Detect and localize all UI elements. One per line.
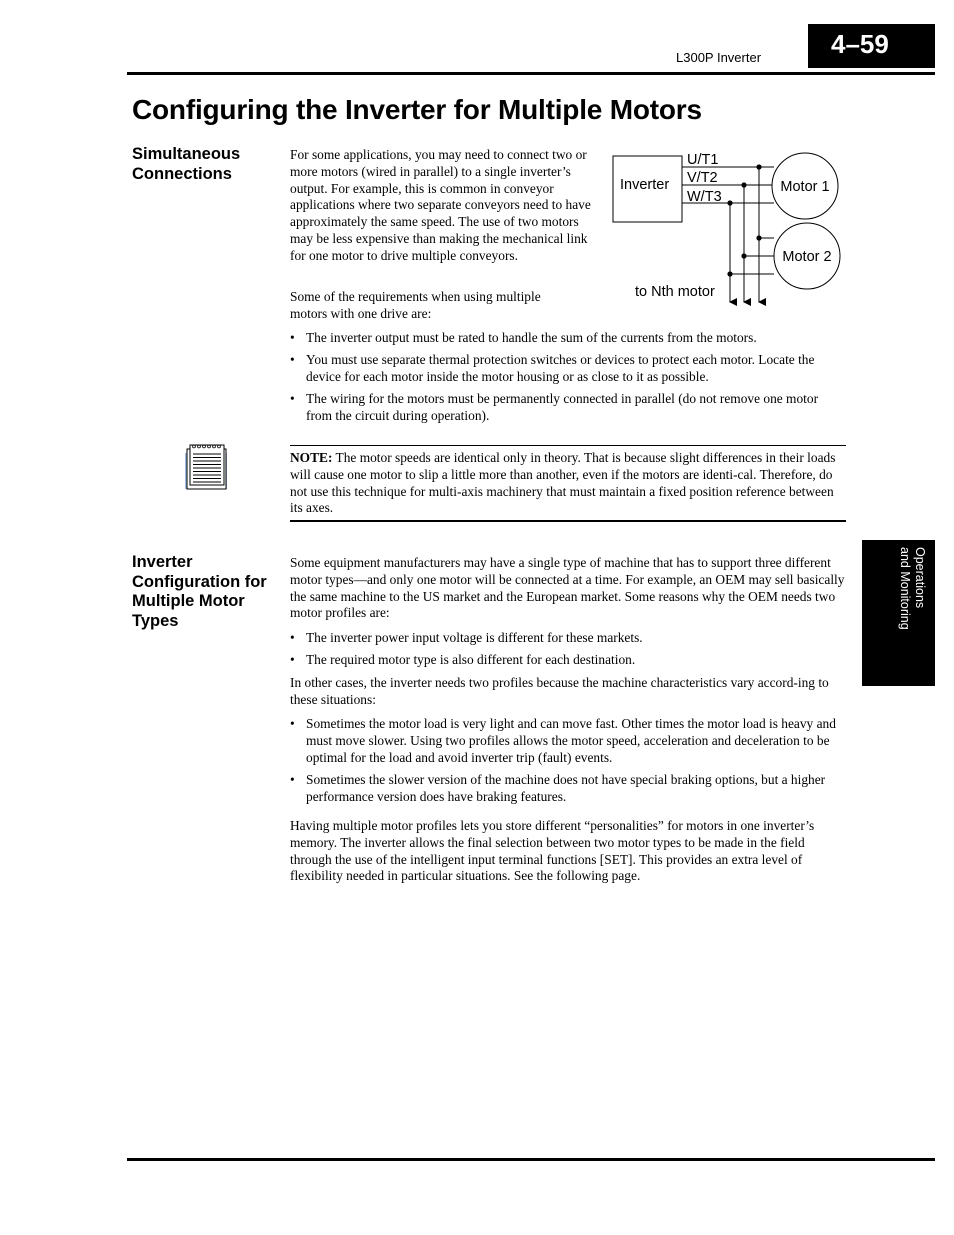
side-tab-label xyxy=(871,547,927,679)
junction-dot xyxy=(756,164,761,169)
other-cases-paragraph: In other cases, the inverter needs two profiles because the machine characteristics vary accord-ing to these situations: xyxy=(290,675,829,707)
note-label: NOTE: xyxy=(290,450,333,465)
page-number-tab: 4–59 xyxy=(808,24,935,68)
footer-rule xyxy=(127,1158,935,1161)
junction-dot xyxy=(727,271,732,276)
heading-line: Types xyxy=(132,611,179,630)
note-box xyxy=(290,445,846,522)
header-product-name: L300P Inverter xyxy=(676,50,762,65)
inverter-label: Inverter xyxy=(620,177,670,193)
motor-2-label: Motor 2 xyxy=(782,249,832,265)
heading-line: Multiple Motor xyxy=(132,592,245,610)
list-item: • The required motor type is also different for each destination. xyxy=(290,652,846,669)
situations-list xyxy=(290,716,846,806)
note-text xyxy=(290,450,846,517)
section-heading-multiple-motor-types xyxy=(132,553,267,631)
section-heading-simultaneous-connections xyxy=(132,145,240,184)
side-tab-line1: Operations xyxy=(913,547,927,609)
junction-dot xyxy=(756,235,761,240)
list-item: • The inverter output must be rated to handle the sum of the currents from the motors. xyxy=(290,330,846,347)
reasons-list xyxy=(290,630,846,669)
list-item: • Sometimes the slower version of the machine does not have special braking options, but a higher performance version does have braking features. xyxy=(290,772,846,806)
terminal-label-w: W/T3 xyxy=(687,189,722,205)
requirements-intro: Some of the requirements when using multiple motors with one drive are: xyxy=(290,289,541,321)
terminal-label-v: V/T2 xyxy=(687,170,718,186)
requirements-list xyxy=(290,330,846,425)
list-item: • Sometimes the motor load is very light and can move fast. Other times the motor load is heavy and must move slower. Using two profiles allows the motor speed, acceleration and deceleration to be optimal for the load and avoid inverter trip (fault) events. xyxy=(290,716,846,766)
junction-dot xyxy=(727,200,732,205)
list-item: • You must use separate thermal protection switches or devices to protect each motor. Locate the device for each motor inside the motor housing or as close to it as possible. xyxy=(290,352,846,386)
list-item: • The wiring for the motors must be permanently connected in parallel (do not remove one motor from the circuit during operation). xyxy=(290,391,846,425)
chapter-side-tab xyxy=(862,540,935,686)
note-body: The motor speeds are identical only in theory. That is because slight differences in their loads will cause one motor to slip a little more than another, even if the motors are identi-cal. Therefore, do not use this technique for multi-axis machinery that must maintain a fixed position reference between its axes. xyxy=(290,450,836,516)
heading-line: Connections xyxy=(132,164,232,183)
junction-dot xyxy=(741,253,746,258)
section2-intro: Some equipment manufacturers may have a single type of machine that has to support three different motor types—and only one motor will be connected at a time. For example, an OEM may sell basically the same machine to the US market and the European market. Some reasons why the OEM needs two motor profiles are: xyxy=(290,555,845,621)
nth-motor-label: to Nth motor xyxy=(635,284,715,300)
heading-line: Inverter xyxy=(132,553,193,571)
header-rule xyxy=(127,72,935,75)
junction-dot xyxy=(741,182,746,187)
side-tab-line2: and Monitoring xyxy=(898,547,912,630)
heading-line: Simultaneous xyxy=(132,145,241,163)
notepad-icon xyxy=(184,444,230,491)
intro-paragraph: For some applications, you may need to connect two or more motors (wired in parallel) to a single inverter’s output. For example, this is common in conveyor applications where two separate conveyors need to have approximately the same speed. The use of two motors may be less expensive than making the mechanical link for one motor to drive multiple conveyors. xyxy=(290,147,591,263)
heading-line: Configuration for xyxy=(132,572,267,591)
terminal-label-u: U/T1 xyxy=(687,152,719,168)
list-item: • The inverter power input voltage is different for these markets. xyxy=(290,630,846,647)
wiring-diagram xyxy=(600,145,850,315)
page-title: Configuring the Inverter for Multiple Motors xyxy=(132,94,702,125)
motor-1-label: Motor 1 xyxy=(780,179,830,195)
closing-paragraph: Having multiple motor profiles lets you store different “personalities” for motors in one inverter’s memory. The inverter allows the final selection between two motor types to be made in the field through the use of the intelligent input terminal functions [SET]. This provides an extra level of flexibility needed in particular situations. See the following page. xyxy=(290,818,815,884)
